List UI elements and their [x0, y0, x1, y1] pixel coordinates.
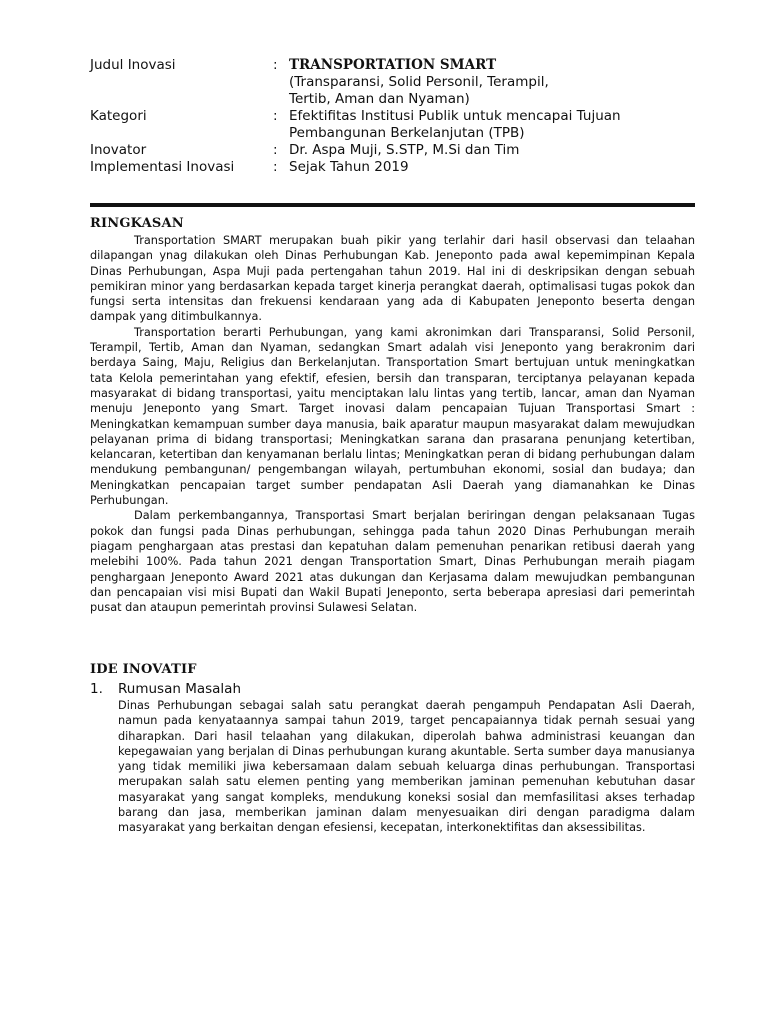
meta-row-innovator — [90, 142, 690, 159]
subsection-heading — [90, 681, 241, 697]
meta-row-category — [90, 108, 690, 142]
meta-value — [289, 57, 690, 108]
rumusan-masalah-body — [118, 698, 695, 836]
meta-colon: : — [273, 142, 278, 158]
meta-row-implementation — [90, 159, 690, 176]
meta-label: Kategori — [90, 108, 147, 124]
subsection-title: Rumusan Masalah — [118, 681, 241, 697]
meta-value: Dr. Aspa Muji, S.STP, M.Si dan Tim — [289, 142, 520, 158]
header-info-table — [90, 57, 690, 176]
meta-label: Inovator — [90, 142, 147, 158]
meta-colon: : — [273, 159, 278, 175]
meta-colon: : — [273, 57, 278, 73]
subsection-number: 1. — [90, 681, 103, 697]
paragraph: Transportation SMART merupakan buah pikir yang terlahir dari hasil observasi dan telaahan dilapangan ynag dilakukan oleh Dinas Perhubungan Kab. Jeneponto pada awal kepemimpinan Kepala Dinas Perhubungan, Aspa Muji pada pertengahan tahun 2019. Hal ini di deskripsikan dengan sebuah pemikiran minor yang berdasarkan kepada target kinerja perangkat daerah, optimalisasi tugas pokok dan fungsi serta intensitas dan frekuensi kendaraan yang ada di Kabupaten Jeneponto beserta dengan dampak yang ditimbulkannya. — [90, 234, 695, 324]
innovation-subtitle: (Transparansi, Solid Personil, Terampil, Tertib, Aman dan Nyaman) — [289, 74, 549, 107]
horizontal-rule — [90, 203, 695, 207]
meta-label: Implementasi Inovasi — [90, 159, 235, 175]
ringkasan-body — [90, 233, 695, 615]
meta-label: Judul Inovasi — [90, 57, 176, 73]
meta-colon: : — [273, 108, 278, 124]
paragraph: Transportation berarti Perhubungan, yang kami akronimkan dari Transparansi, Solid Personil, Terampil, Tertib, Aman dan Nyaman, sedangkan Smart adalah visi Jeneponto yang berakronim dari berdaya Saing, Maju, Religius dan Berkelanjutan. Transportation Smart bertujuan untuk meningkatkan tata Kelola pemerintahan yang efektif, efesien, bersih dan transparan, terciptanya pelayanan kepada masyarakat di bidang transportasi, yaitu menciptakan lalu lintas yang tertib, lancar, aman dan Nyaman menuju Jeneponto yang Smart. Target inovasi dalam pencapaian Tujuan Transportasi Smart : Meningkatkan kemampuan sumber daya manusia, baik aparatur maupun masyarakat dalam mewujudkan pelayanan prima di bidang transportasi; Meningkatkan sarana dan prasarana penunjang ketertiban, kelancaran, ketertiban dan kenyamanan berlalu lintas; Meningkatkan peran di bidang perhubungan dalam mendukung pembangunan/ pengembangan wilayah, pertumbuhan ekonomi, sosial dan budaya; dan Meningkatkan pencapaian target sumber pendapatan Asli Daerah yang diamanahkan ke Dinas Perhubungan. — [90, 325, 695, 508]
paragraph: Dinas Perhubungan sebagai salah satu perangkat daerah pengampuh Pendapatan Asli Daerah, namun pada kenyataannya sampai tahun 2019, target pencapaiannya tidak pernah sesuai yang diharapkan. Dari hasil telaahan yang dilakukan, diperolah bahwa administrasi keuangan dan kepegawaian yang berjalan di Dinas perhubungan kurang akuntable. Serta sumber daya manusianya yang tidak memiliki jiwa kebersamaan dalam sebuah keluarga dinas perhubungan. Transportasi merupakan salah satu elemen penting yang memberikan jaminan pemenuhan kebutuhan dasar masyarakat yang sangat kompleks, mendukung koneksi sosial dan memfasilitasi akses terhadap barang dan jasa, memberikan jaminan dalam menyesuaikan diri dengan paradigma dalam masyarakat yang berkaitan dengan efesiensi, kecepatan, interkonektifitas dan aksessibilitas. — [118, 699, 695, 835]
section-title-ringkasan: RINGKASAN — [90, 216, 184, 231]
section-title-ide-inovatif: IDE INOVATIF — [90, 662, 197, 677]
meta-value: Efektifitas Institusi Publik untuk mencapai Tujuan Pembangunan Berkelanjutan (TPB) — [289, 108, 621, 141]
paragraph: Dalam perkembangannya, Transportasi Smart berjalan beriringan dengan pelaksanaan Tugas pokok dan fungsi pada Dinas perhubungan, sehingga pada tahun 2020 Dinas Perhubungan meraih piagam penghargaan atas prestasi dan kepatuhan dalam pemenuhan penarikan retibusi daerah yang melebihi 100%. Pada tahun 2021 dengan Transportation Smart, Dinas Perhubungan meraih piagam penghargaan Jeneponto Award 2021 atas dukungan dan Kerjasama dalam mewujudkan pembangunan dan pencapaian visi misi Bupati dan Wakil Bupati Jeneponto, serta beberapa apresiasi dari pemerintah pusat dan ataupun pemerintah provinsi Sulawesi Selatan. — [90, 509, 695, 615]
meta-row-title — [90, 57, 690, 108]
meta-value: Sejak Tahun 2019 — [289, 159, 409, 175]
innovation-title: TRANSPORTATION SMART — [289, 57, 497, 73]
